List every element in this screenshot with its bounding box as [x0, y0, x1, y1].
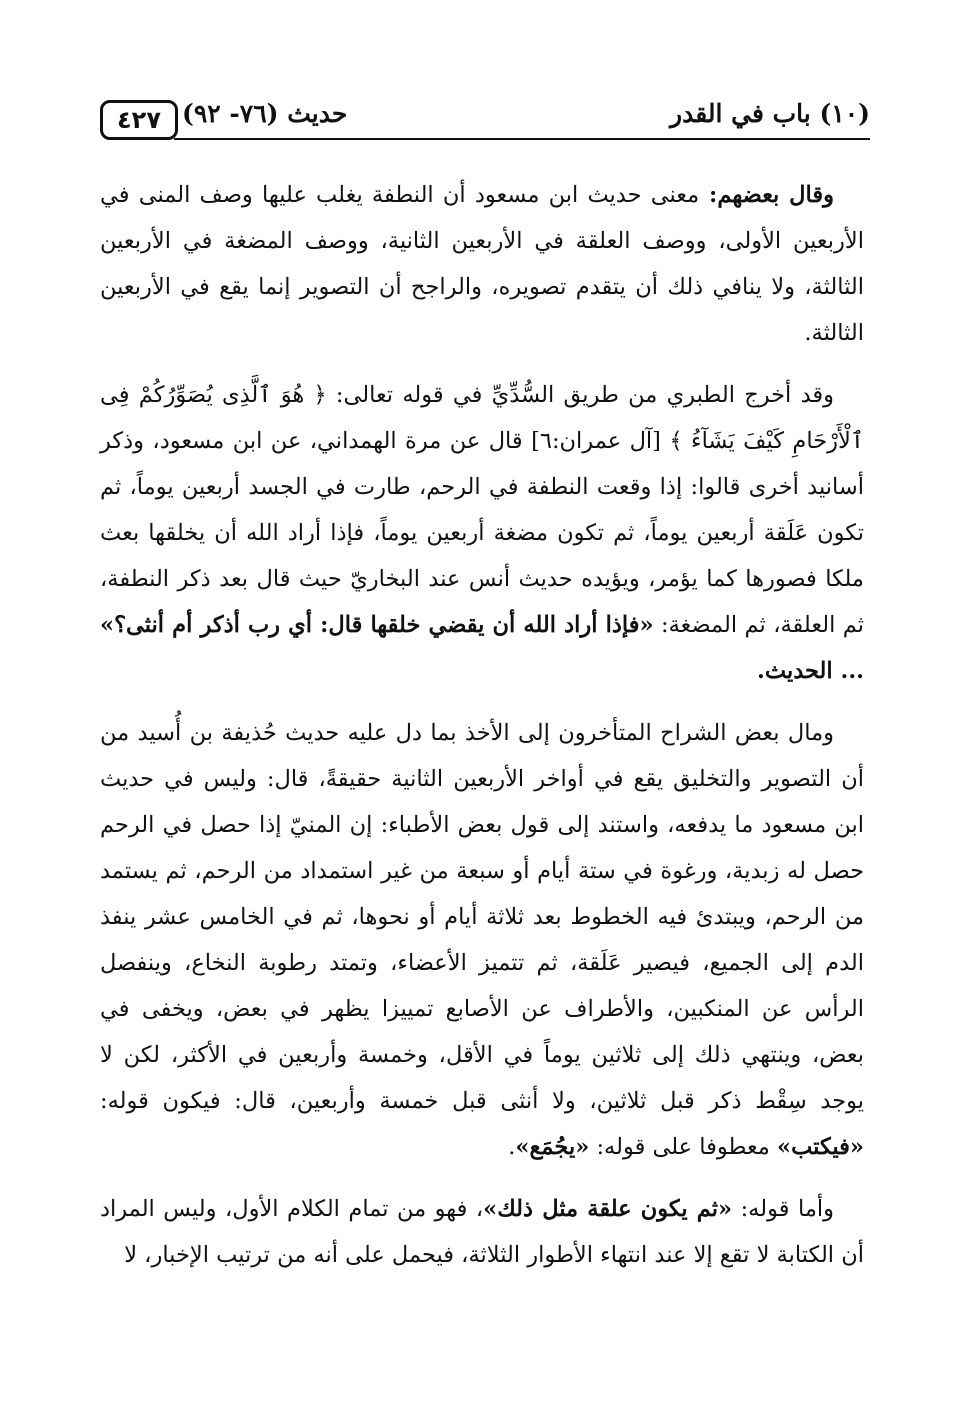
- paragraph: [100, 710, 864, 1170]
- text-run: وقد أخرج الطبري من طريق السُّدِّيِّ في قوله تعالى: ﴿ هُوَ ٱلَّذِى يُصَوِّرُكُمْ فِى ٱلْأَرْحَامِ كَيْفَ يَشَآءُ ﴾ [آل عمران:٦] قال عن مرة الهمداني، عن ابن مسعود، وذكر أسانيد أخرى قالوا: إذا وقعت النطفة في الرحم، طارت في الجسد أربعين يوماً، ثم تكون عَلَقة أربعين يوماً، ثم تكون مضغة أربعين يوماً، فإذا أراد الله أن يخلقها بعث ملكا فصورها كما يؤمر، ويؤيده حديث أنس عند البخاريّ حيث قال بعد ذكر النطفة، ثم العلقة، ثم المضغة:: [100, 382, 864, 638]
- bold-text-run: «ثم يكون علقة مثل ذلك»: [483, 1196, 733, 1222]
- header-divider: [174, 138, 870, 140]
- bold-text-run: «يجُمَع»: [515, 1134, 590, 1160]
- bold-text-run: وقال بعضهم:: [699, 182, 835, 208]
- text-run: معنى حديث ابن مسعود أن النطفة يغلب عليها وصف المنى في الأربعين الأولى، ووصف العلقة في الأربعين الثانية، ووصف المضغة في الأربعين الثالثة، ولا ينافي ذلك أن يتقدم تصويره، والراجح أن التصوير إنما يقع في الأربعين الثالثة.: [100, 182, 864, 346]
- bold-text-run: «فيكتب»: [777, 1134, 864, 1160]
- hadith-range: حديث (٧٦- ٩٢): [182, 99, 348, 128]
- page-body: [100, 172, 864, 1294]
- paragraph: [100, 1186, 864, 1278]
- page-header: [100, 94, 870, 150]
- text-run: معطوفا على قوله:: [589, 1134, 778, 1160]
- text-run: ، فهو من تمام الكلام الأول، وليس المراد أن الكتابة لا تقع إلا عند انتهاء الأطوار الثلاثة، فيحمل على أنه من ترتيب الإخبار، لا: [100, 1196, 864, 1268]
- text-run: وأما قوله:: [732, 1196, 834, 1222]
- chapter-title: (١٠) باب في القدر: [670, 99, 870, 128]
- page-number: ٤٢٧: [100, 100, 178, 140]
- paragraph: [100, 372, 864, 694]
- text-run: .: [508, 1134, 516, 1160]
- bold-text-run: «فإذا أراد الله أن يقضي خلقها قال: أي رب أذكر أم أنثى؟» ... الحديث.: [100, 612, 864, 684]
- text-run: ومال بعض الشراح المتأخرون إلى الأخذ بما دل عليه حديث حُذيفة بن أُسيد من أن التصوير والتخليق يقع في أواخر الأربعين الثانية حقيقةً، قال: وليس في حديث ابن مسعود ما يدفعه، واستند إلى قول بعض الأطباء: إن المنيّ إذا حصل في الرحم حصل له زبدية، ورغوة في ستة أيام أو سبعة من غير استمداد من الرحم، ثم يستمد من الرحم، ويبتدئ فيه الخطوط بعد ثلاثة أيام أو نحوها، ثم في الخامس عشر ينفذ الدم إلى الجميع، فيصير عَلَقة، ثم تتميز الأعضاء، وتمتد رطوبة النخاع، وينفصل الرأس عن المنكبين، والأطراف عن الأصابع تمييزا يظهر في بعض، ويخفى في بعض، وينتهي ذلك إلى ثلاثين يوماً في الأقل، وخمسة وأربعين في الأكثر، لكن لا يوجد سِقْط ذكر قبل ثلاثين، ولا أنثى قبل خمسة وأربعين، قال: فيكون قوله:: [100, 720, 864, 1114]
- paragraph: [100, 172, 864, 356]
